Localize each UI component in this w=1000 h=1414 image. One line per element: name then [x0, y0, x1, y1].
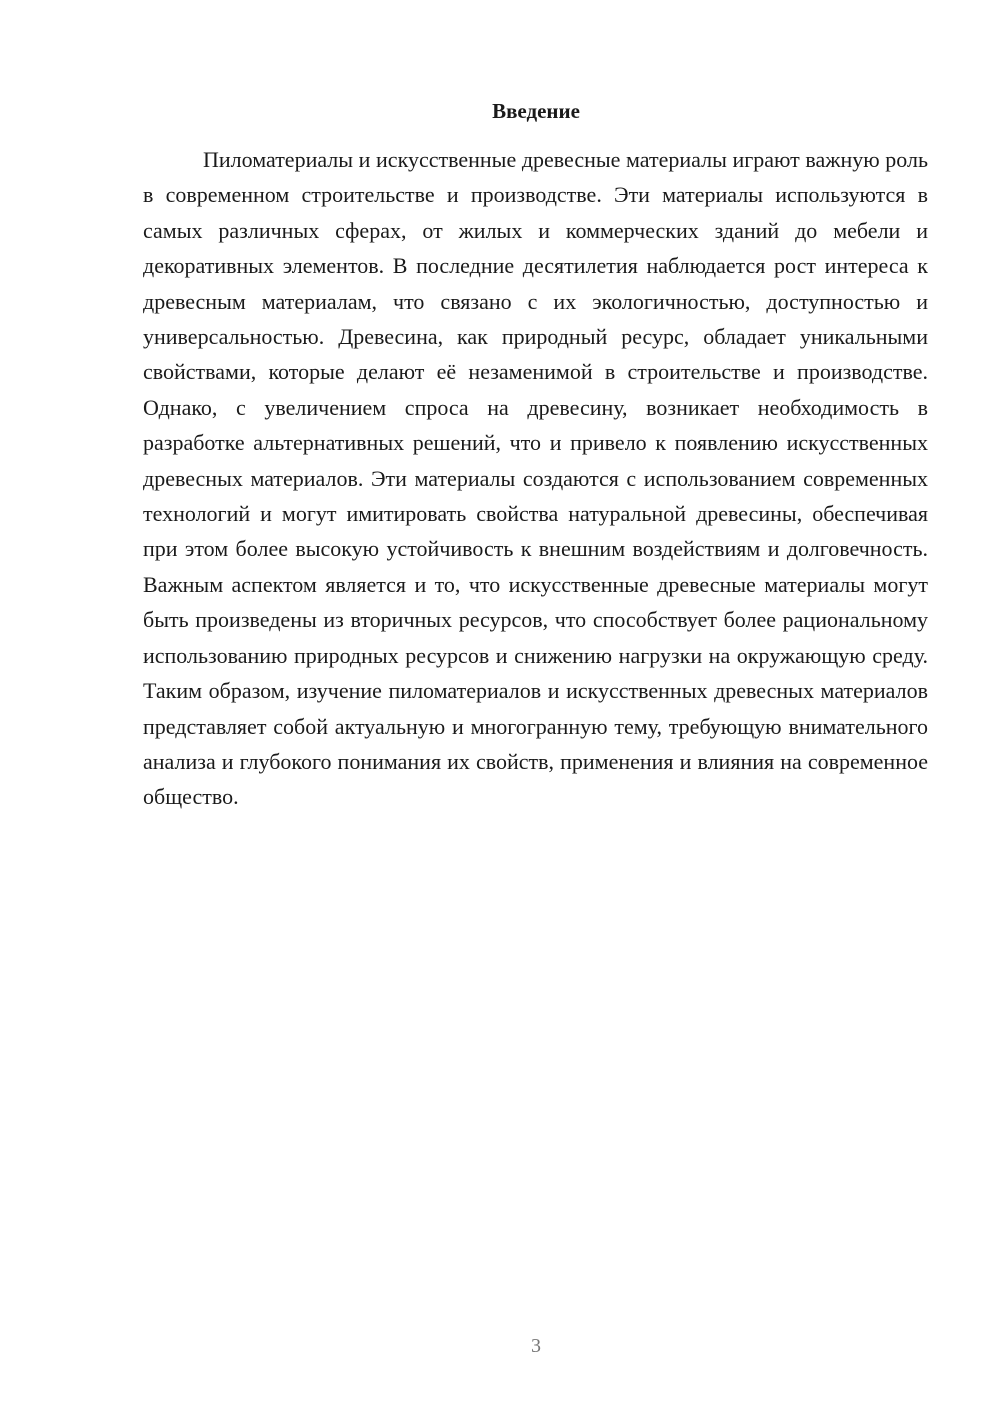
page-number: 3: [531, 1335, 541, 1357]
body-paragraph: Пиломатериалы и искусственные древесные материалы играют важную роль в современном строительстве и производстве. Эти материалы используются в самых различных сферах, от жилых и коммерческих зданий до мебели и декоративных элементов. В последние десятилетия наблюдается рост интереса к древесным материалам, что связано с их экологичностью, доступностью и универсальностью. Древесина, как природный ресурс, обладает уникальными свойствами, которые делают её незаменимой в строительстве и производстве. Однако, с увеличением спроса на древесину, возникает необходимость в разработке альтернативных решений, что и привело к появлению искусственных древесных материалов. Эти материалы создаются с использованием современных технологий и могут имитировать свойства натуральной древесины, обеспечивая при этом более высокую устойчивость к внешним воздействиям и долговечность. Важным аспектом является и то, что искусственные древесные материалы могут быть произведены из вторичных ресурсов, что способствует более рациональному использованию природных ресурсов и снижению нагрузки на окружающую среду. Таким образом, изучение пиломатериалов и искусственных древесных материалов представляет собой актуальную и многогранную тему, требующую внимательного анализа и глубокого понимания их свойств, применения и влияния на современное общество.: [143, 147, 928, 810]
section-heading: Введение: [492, 99, 580, 123]
